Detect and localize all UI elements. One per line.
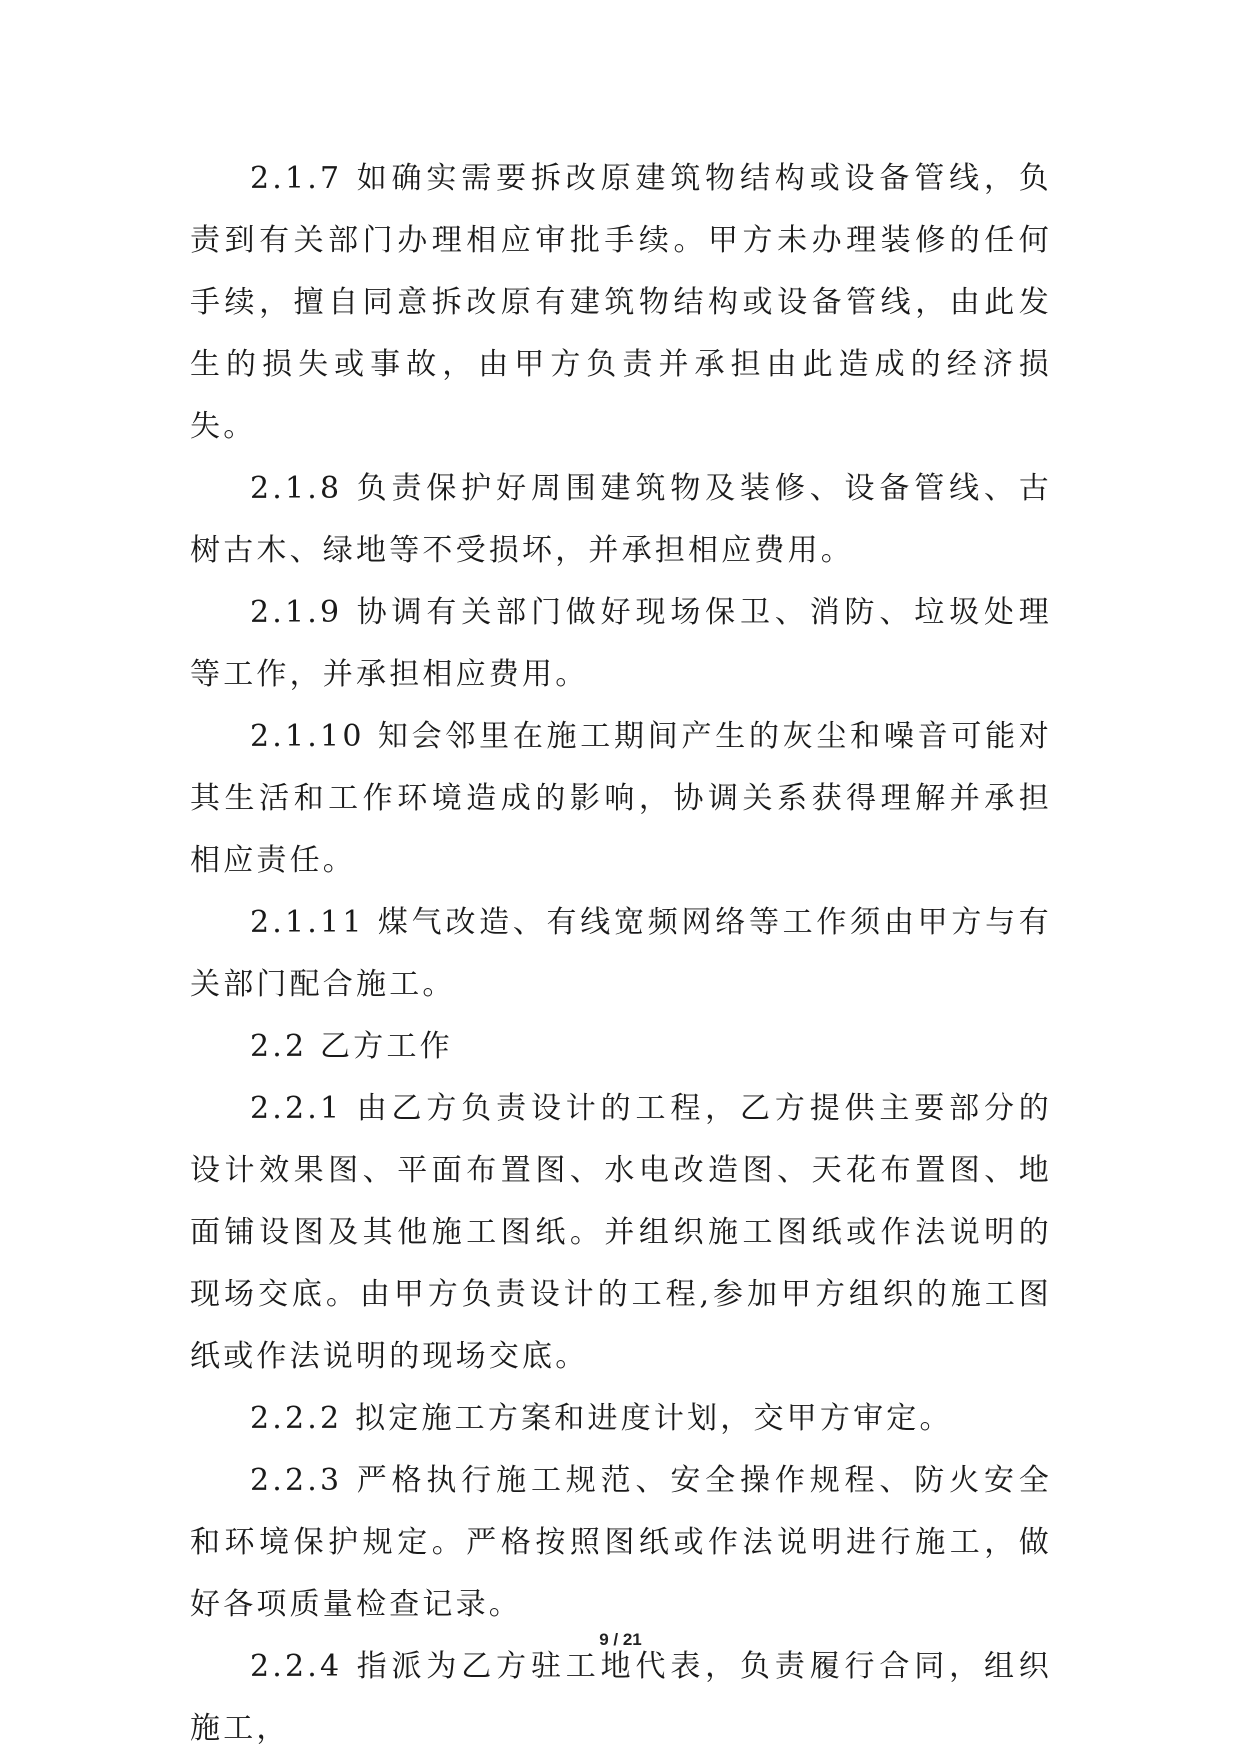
paragraph-2-1-9: 2.1.9 协调有关部门做好现场保卫、消防、垃圾处理等工作，并承担相应费用。 <box>190 595 1052 692</box>
paragraph-2-1-8: 2.1.8 负责保护好周围建筑物及装修、设备管线、古树古木、绿地等不受损坏，并承担相应费用。 <box>190 471 1052 568</box>
paragraph-2-2-4: 2.2.4 指派为乙方驻工地代表，负责履行合同，组织施工， <box>190 1649 1052 1746</box>
paragraph-2-1-11: 2.1.11 煤气改造、有线宽频网络等工作须由甲方与有关部门配合施工。 <box>190 905 1052 1002</box>
paragraph-2-2-2: 2.2.2 拟定施工方案和进度计划，交甲方审定。 <box>250 1401 953 1436</box>
paragraph-2-1-10: 2.1.10 知会邻里在施工期间产生的灰尘和噪音可能对其生活和工作环境造成的影响，协调关系获得理解并承担相应责任。 <box>190 719 1052 878</box>
paragraph-2-2-1: 2.2.1 由乙方负责设计的工程，乙方提供主要部分的设计效果图、平面布置图、水电改造图、天花布置图、地面铺设图及其他施工图纸。并组织施工图纸或作法说明的现场交底。由甲方负责设计的工程,参加甲方组织的施工图纸或作法说明的现场交底。 <box>190 1091 1052 1374</box>
section-heading-2-2: 2.2 乙方工作 <box>250 1029 453 1064</box>
page-number: 9 / 21 <box>599 1630 642 1649</box>
document-body <box>190 148 1052 1760</box>
paragraph-2-2-3: 2.2.3 严格执行施工规范、安全操作规程、防火安全和环境保护规定。严格按照图纸或作法说明进行施工，做好各项质量检查记录。 <box>190 1463 1052 1622</box>
paragraph-2-1-7: 2.1.7 如确实需要拆改原建筑物结构或设备管线，负责到有关部门办理相应审批手续。甲方未办理装修的任何手续，擅自同意拆改原有建筑物结构或设备管线，由此发生的损失或事故，由甲方负责并承担由此造成的经济损失。 <box>190 161 1052 444</box>
